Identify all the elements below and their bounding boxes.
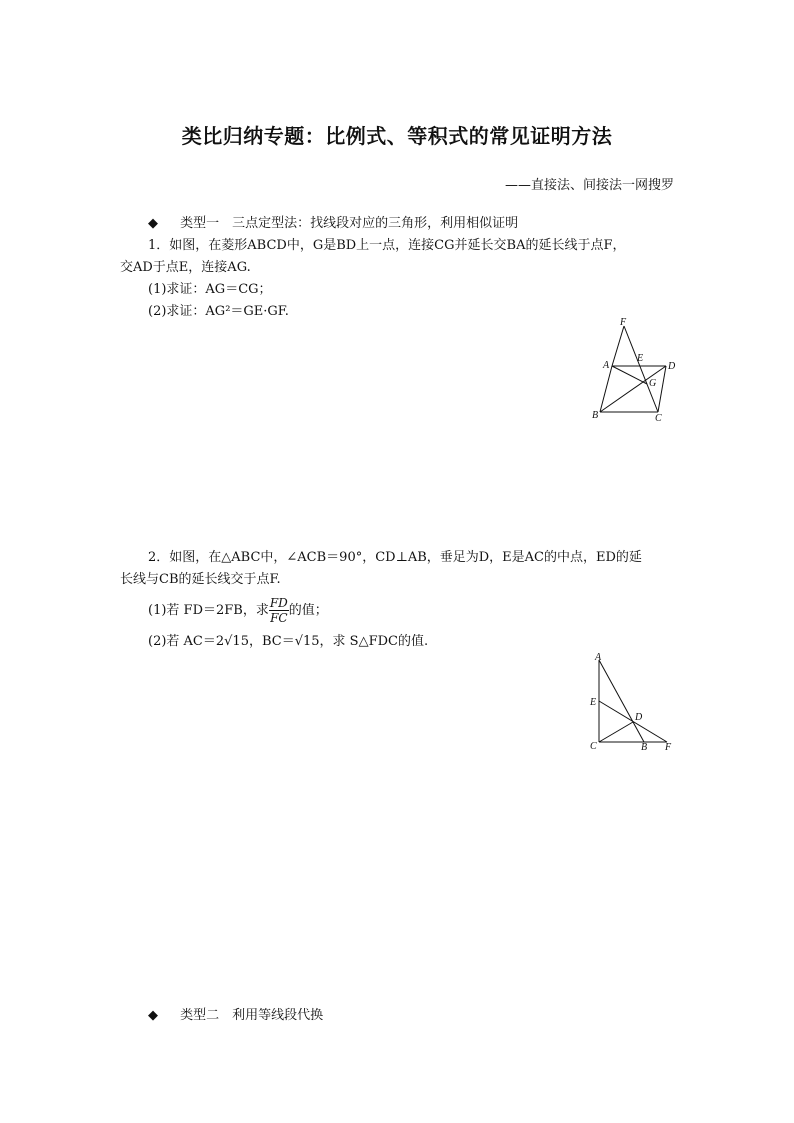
- problem-1-line-2: 交AD于点E，连接AG.: [120, 260, 251, 275]
- fraction-numerator: FD: [269, 596, 288, 610]
- section-2-title: 类型二 利用等线段代换: [180, 1008, 324, 1023]
- page-title: 类比归纳专题：比例式、等积式的常见证明方法: [181, 124, 613, 148]
- right-triangle-figure: [585, 650, 680, 755]
- problem-1-question-2: (2)求证：AG²＝GE·GF.: [148, 304, 289, 319]
- problem-2-line-2: 长线与CB的延长线交于点F.: [120, 572, 281, 587]
- fraction: [269, 596, 289, 625]
- diamond-bullet-icon: ◆: [148, 216, 158, 231]
- problem-2-line-1: 2．如图，在△ABC中，∠ACB＝90°，CD⊥AB，垂足为D，E是AC的中点，ED的延: [148, 550, 642, 565]
- label-a: A: [603, 360, 610, 371]
- label-e: E: [590, 697, 597, 708]
- section-1-heading: [148, 214, 518, 234]
- label-e: E: [637, 353, 644, 364]
- label-a: A: [595, 652, 602, 663]
- label-f: F: [620, 317, 627, 328]
- label-b: B: [641, 742, 648, 753]
- label-d: D: [668, 361, 676, 372]
- problem-1-line-1: 1．如图，在菱形ABCD中，G是BD上一点，连接CG并延长交BA的延长线于点F，: [148, 238, 626, 253]
- q1-prefix: (1)若 FD＝2FB，求: [148, 603, 269, 618]
- label-d: D: [635, 712, 643, 723]
- fraction-denominator: FC: [270, 611, 288, 625]
- rhombus-figure: [585, 315, 680, 425]
- problem-1-question-1: (1)求证：AG＝CG；: [148, 282, 272, 297]
- label-c: C: [590, 741, 597, 752]
- section-2-heading: [148, 1006, 323, 1026]
- problem-2-question-1: [148, 596, 328, 626]
- diamond-bullet-icon: ◆: [148, 1008, 158, 1023]
- page-subtitle: ——直接法、间接法一网搜罗: [504, 178, 674, 193]
- label-g: G: [649, 378, 657, 389]
- label-b: B: [592, 410, 599, 421]
- q1-suffix: 的值；: [288, 603, 328, 618]
- problem-2-question-2: (2)若 AC＝2√15，BC＝√15，求 S△FDC的值.: [148, 634, 429, 649]
- label-f: F: [665, 742, 672, 753]
- label-c: C: [655, 413, 662, 424]
- section-1-title: 类型一 三点定型法：找线段对应的三角形，利用相似证明: [180, 216, 519, 231]
